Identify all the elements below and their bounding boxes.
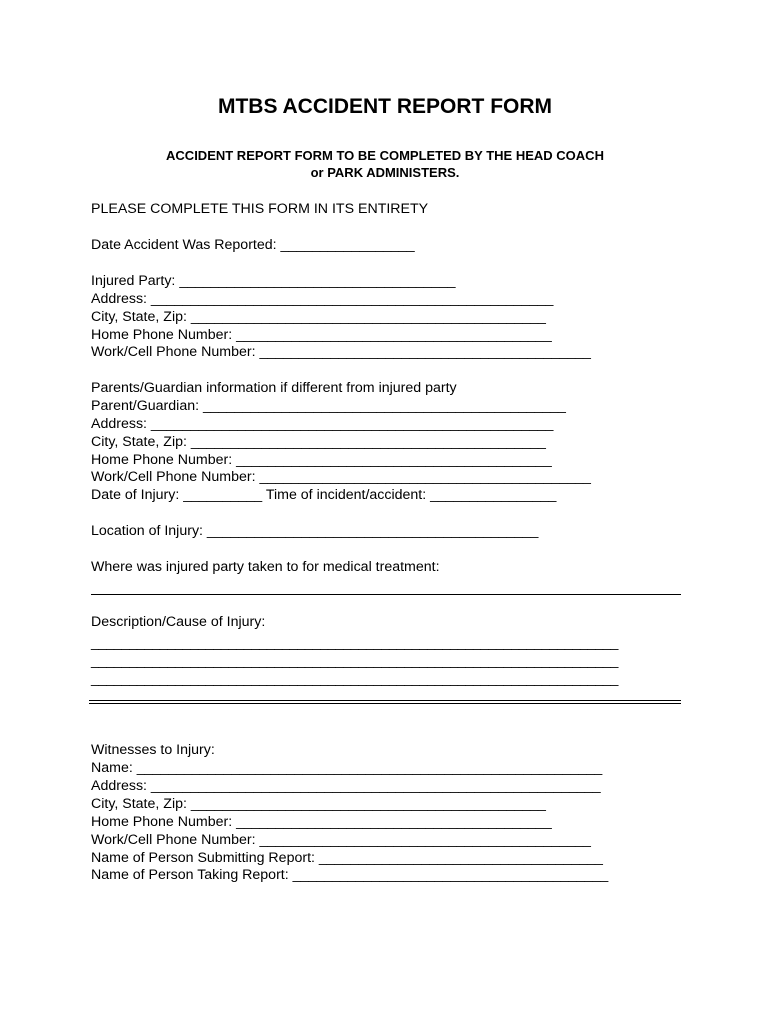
description-line-4[interactable]: _____________________________________________________________________ [91,689,619,705]
form-title: MTBS ACCIDENT REPORT FORM [217,95,553,118]
date-reported-field[interactable]: Date Accident Was Reported: _________________ [91,237,415,253]
injured-address-field[interactable]: Address: ___________________________________________________ [91,291,554,307]
treatment-answer-line[interactable] [91,594,681,595]
description-line-2[interactable]: _____________________________________________________________________ [91,653,619,669]
witness-work-phone-field[interactable]: Work/Cell Phone Number: __________________________________________ [91,832,591,848]
guardian-city-field[interactable]: City, State, Zip: _____________________________________________ [91,434,546,450]
subtitle-line-1: ACCIDENT REPORT FORM TO BE COMPLETED BY THE HEAD COACH [166,148,604,163]
witness-name-field[interactable]: Name: ___________________________________________________________ [91,760,603,776]
injured-party-field[interactable]: Injured Party: ___________________________________ [91,273,456,289]
guardian-work-phone-field[interactable]: Work/Cell Phone Number: __________________________________________ [91,469,591,485]
form-subtitle [0,147,770,181]
submitter-name-field[interactable]: Name of Person Submitting Report: ____________________________________ [91,850,603,866]
witness-city-field[interactable]: City, State, Zip: _____________________________________________ [91,796,546,812]
witnesses-heading: Witnesses to Injury: [91,742,215,758]
witness-home-phone-field[interactable]: Home Phone Number: ________________________________________ [91,814,552,830]
description-label: Description/Cause of Injury: [91,614,266,630]
guardian-name-field[interactable]: Parent/Guardian: ______________________________________________ [91,398,566,414]
injured-work-phone-field[interactable]: Work/Cell Phone Number: __________________________________________ [91,344,591,360]
injured-city-field[interactable]: City, State, Zip: _____________________________________________ [91,309,546,325]
injured-home-phone-field[interactable]: Home Phone Number: ________________________________________ [91,327,552,343]
guardian-heading: Parents/Guardian information if different from injured party [91,380,457,396]
guardian-address-field[interactable]: Address: ___________________________________________________ [91,416,554,432]
instruction-text: PLEASE COMPLETE THIS FORM IN ITS ENTIRETY [91,201,429,217]
injury-location-field[interactable]: Location of Injury: __________________________________________ [91,523,539,539]
description-section-divider [89,700,681,704]
treatment-label: Where was injured party taken to for medical treatment: [91,559,440,575]
subtitle-line-2: or PARK ADMINISTERS. [310,165,460,180]
description-line-1[interactable]: _____________________________________________________________________ [91,635,619,651]
taker-name-field[interactable]: Name of Person Taking Report: ________________________________________ [91,867,609,883]
injury-date-time-field[interactable]: Date of Injury: __________ Time of incident/accident: ________________ [91,487,557,503]
guardian-home-phone-field[interactable]: Home Phone Number: ________________________________________ [91,452,552,468]
description-line-3[interactable]: _____________________________________________________________________ [91,671,619,687]
witness-address-field[interactable]: Address: _________________________________________________________ [91,778,601,794]
